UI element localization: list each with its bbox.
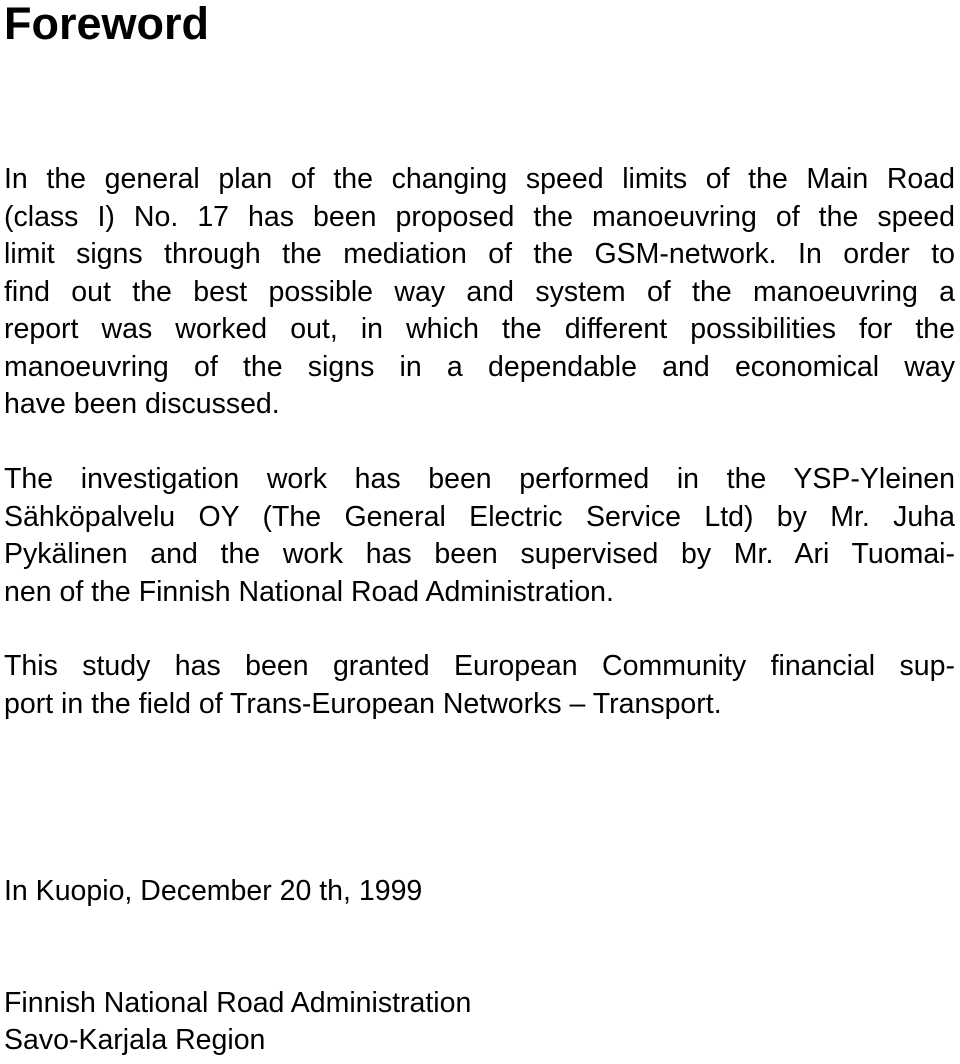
organization-name: Finnish National Road Administration (4, 987, 472, 1019)
paragraph-line: port in the field of Trans-European Networks – Transport. (4, 687, 722, 720)
paragraph-line: (class I) No. 17 has been proposed the manoeuvring of the speed (4, 200, 955, 233)
paragraph-line: limit signs through the mediation of the GSM-network. In order to (4, 238, 955, 270)
paragraph-line: Sähköpalvelu OY (The General Electric Service Ltd) by Mr. Juha (4, 500, 955, 533)
paragraph-line: The investigation work has been performed in the YSP-Yleinen (4, 463, 955, 495)
paragraph-line: This study has been granted European Community financial sup- (4, 650, 955, 682)
region-name: Savo-Karjala Region (4, 1024, 266, 1056)
paragraph-line: find out the best possible way and system of the manoeuvring a (4, 275, 955, 308)
paragraph-line: nen of the Finnish National Road Administration. (4, 575, 614, 608)
paragraph-line: have been discussed. (4, 388, 280, 420)
place-date: In Kuopio, December 20 th, 1999 (4, 875, 423, 907)
paragraph-line: report was worked out, in which the different possibilities for the (4, 313, 955, 345)
paragraph-speed-limit-plan (4, 161, 955, 424)
paragraph-line: manoeuvring of the signs in a dependable and economical way (4, 350, 955, 383)
paragraph-investigation-work (4, 461, 955, 611)
paragraph-line: In the general plan of the changing speed limits of the Main Road (4, 163, 955, 195)
page-title: Foreword (4, 0, 210, 49)
paragraph-line: Pykälinen and the work has been supervised by Mr. Ari Tuomai- (4, 538, 955, 570)
paragraph-funding (4, 648, 955, 723)
